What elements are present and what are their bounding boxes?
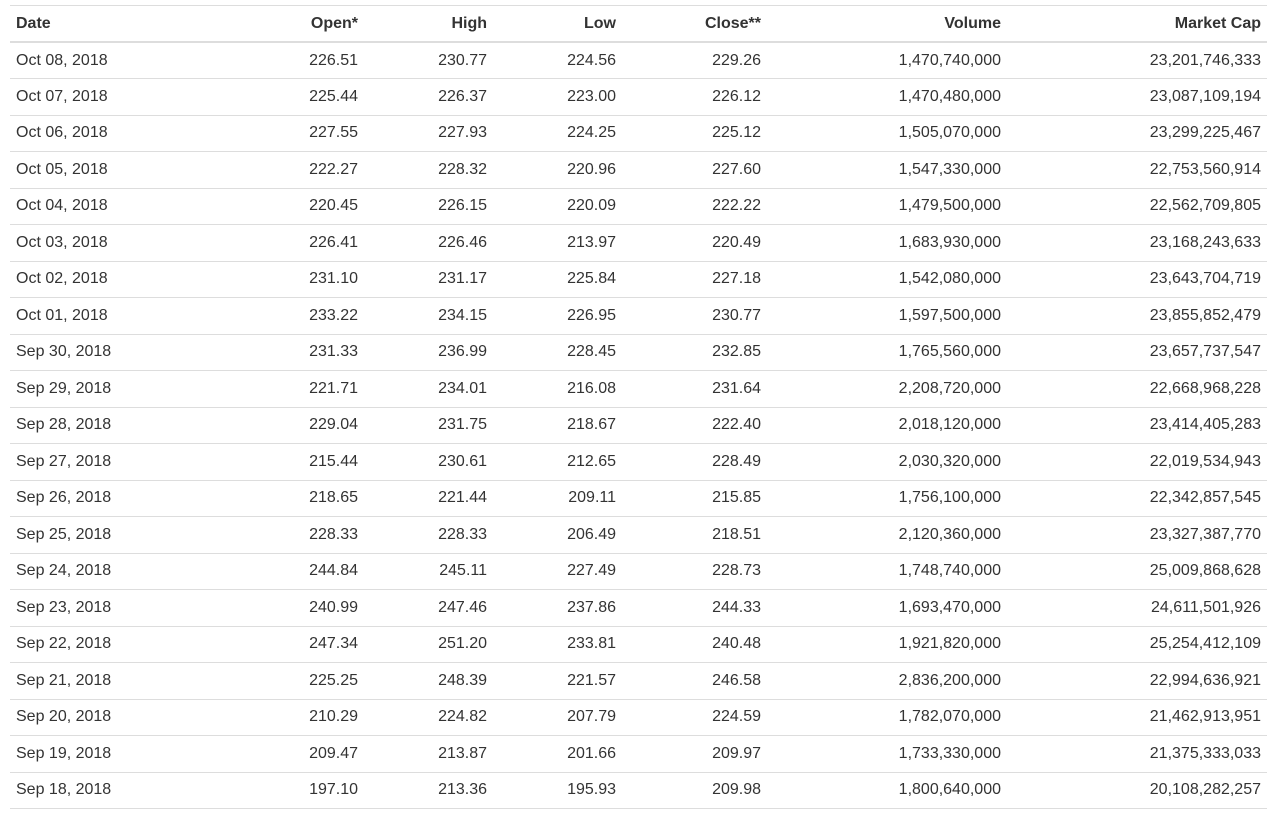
high-cell: 230.61 [364, 444, 493, 481]
close-cell: 224.59 [622, 699, 767, 736]
high-cell: 251.20 [364, 626, 493, 663]
volume-cell: 1,693,470,000 [767, 590, 1007, 627]
low-cell: 218.67 [493, 407, 622, 444]
open-cell: 227.55 [280, 115, 364, 152]
date-cell: Sep 28, 2018 [10, 407, 280, 444]
table-row [10, 225, 1267, 262]
volume-cell: 1,800,640,000 [767, 772, 1007, 809]
volume-cell: 2,120,360,000 [767, 517, 1007, 554]
volume-cell: 1,505,070,000 [767, 115, 1007, 152]
header-volume[interactable]: Volume [767, 6, 1007, 43]
low-cell: 220.96 [493, 152, 622, 189]
table-row [10, 261, 1267, 298]
high-cell: 224.82 [364, 699, 493, 736]
open-cell: 220.45 [280, 188, 364, 225]
table-row [10, 736, 1267, 773]
date-cell: Sep 26, 2018 [10, 480, 280, 517]
volume-cell: 2,836,200,000 [767, 663, 1007, 700]
open-cell: 233.22 [280, 298, 364, 335]
low-cell: 225.84 [493, 261, 622, 298]
market-cap-cell: 22,562,709,805 [1007, 188, 1267, 225]
high-cell: 231.17 [364, 261, 493, 298]
table-row [10, 42, 1267, 79]
date-cell: Sep 23, 2018 [10, 590, 280, 627]
table-row [10, 334, 1267, 371]
close-cell: 227.18 [622, 261, 767, 298]
market-cap-cell: 23,087,109,194 [1007, 79, 1267, 116]
open-cell: 197.10 [280, 772, 364, 809]
date-cell: Sep 20, 2018 [10, 699, 280, 736]
open-cell: 221.71 [280, 371, 364, 408]
close-cell: 230.77 [622, 298, 767, 335]
volume-cell: 1,547,330,000 [767, 152, 1007, 189]
market-cap-cell: 20,108,282,257 [1007, 772, 1267, 809]
close-cell: 231.64 [622, 371, 767, 408]
table-row [10, 772, 1267, 809]
high-cell: 247.46 [364, 590, 493, 627]
open-cell: 209.47 [280, 736, 364, 773]
table-row [10, 407, 1267, 444]
volume-cell: 1,683,930,000 [767, 225, 1007, 262]
volume-cell: 1,756,100,000 [767, 480, 1007, 517]
low-cell: 213.97 [493, 225, 622, 262]
high-cell: 234.15 [364, 298, 493, 335]
high-cell: 213.36 [364, 772, 493, 809]
open-cell: 244.84 [280, 553, 364, 590]
open-cell: 229.04 [280, 407, 364, 444]
historical-data-table-container [10, 5, 1267, 809]
date-cell: Oct 06, 2018 [10, 115, 280, 152]
volume-cell: 1,470,480,000 [767, 79, 1007, 116]
open-cell: 247.34 [280, 626, 364, 663]
low-cell: 237.86 [493, 590, 622, 627]
volume-cell: 1,542,080,000 [767, 261, 1007, 298]
close-cell: 218.51 [622, 517, 767, 554]
close-cell: 226.12 [622, 79, 767, 116]
table-row [10, 444, 1267, 481]
table-row [10, 188, 1267, 225]
table-body [10, 42, 1267, 809]
high-cell: 234.01 [364, 371, 493, 408]
header-high[interactable]: High [364, 6, 493, 43]
volume-cell: 1,597,500,000 [767, 298, 1007, 335]
high-cell: 227.93 [364, 115, 493, 152]
market-cap-cell: 25,009,868,628 [1007, 553, 1267, 590]
table-row [10, 371, 1267, 408]
market-cap-cell: 23,168,243,633 [1007, 225, 1267, 262]
date-cell: Sep 27, 2018 [10, 444, 280, 481]
table-row [10, 699, 1267, 736]
market-cap-cell: 21,375,333,033 [1007, 736, 1267, 773]
high-cell: 221.44 [364, 480, 493, 517]
header-market-cap[interactable]: Market Cap [1007, 6, 1267, 43]
low-cell: 201.66 [493, 736, 622, 773]
date-cell: Sep 21, 2018 [10, 663, 280, 700]
date-cell: Oct 07, 2018 [10, 79, 280, 116]
open-cell: 231.33 [280, 334, 364, 371]
volume-cell: 2,018,120,000 [767, 407, 1007, 444]
high-cell: 226.37 [364, 79, 493, 116]
table-row [10, 152, 1267, 189]
low-cell: 220.09 [493, 188, 622, 225]
close-cell: 222.40 [622, 407, 767, 444]
high-cell: 230.77 [364, 42, 493, 79]
table-row [10, 480, 1267, 517]
market-cap-cell: 23,327,387,770 [1007, 517, 1267, 554]
market-cap-cell: 23,299,225,467 [1007, 115, 1267, 152]
close-cell: 229.26 [622, 42, 767, 79]
low-cell: 216.08 [493, 371, 622, 408]
market-cap-cell: 23,855,852,479 [1007, 298, 1267, 335]
date-cell: Sep 30, 2018 [10, 334, 280, 371]
market-cap-cell: 23,657,737,547 [1007, 334, 1267, 371]
open-cell: 226.51 [280, 42, 364, 79]
table-row [10, 79, 1267, 116]
low-cell: 195.93 [493, 772, 622, 809]
volume-cell: 2,030,320,000 [767, 444, 1007, 481]
high-cell: 248.39 [364, 663, 493, 700]
date-cell: Oct 03, 2018 [10, 225, 280, 262]
date-cell: Sep 24, 2018 [10, 553, 280, 590]
close-cell: 240.48 [622, 626, 767, 663]
open-cell: 225.44 [280, 79, 364, 116]
open-cell: 210.29 [280, 699, 364, 736]
open-cell: 225.25 [280, 663, 364, 700]
date-cell: Oct 02, 2018 [10, 261, 280, 298]
low-cell: 221.57 [493, 663, 622, 700]
market-cap-cell: 22,019,534,943 [1007, 444, 1267, 481]
table-row [10, 590, 1267, 627]
high-cell: 226.46 [364, 225, 493, 262]
open-cell: 215.44 [280, 444, 364, 481]
volume-cell: 1,479,500,000 [767, 188, 1007, 225]
header-close[interactable]: Close** [622, 6, 767, 43]
market-cap-cell: 21,462,913,951 [1007, 699, 1267, 736]
close-cell: 215.85 [622, 480, 767, 517]
date-cell: Oct 01, 2018 [10, 298, 280, 335]
header-open[interactable]: Open* [280, 6, 364, 43]
close-cell: 220.49 [622, 225, 767, 262]
date-cell: Oct 05, 2018 [10, 152, 280, 189]
table-row [10, 553, 1267, 590]
date-cell: Sep 29, 2018 [10, 371, 280, 408]
historical-data-table [10, 5, 1267, 809]
close-cell: 228.49 [622, 444, 767, 481]
date-cell: Sep 19, 2018 [10, 736, 280, 773]
market-cap-cell: 22,994,636,921 [1007, 663, 1267, 700]
market-cap-cell: 22,753,560,914 [1007, 152, 1267, 189]
close-cell: 228.73 [622, 553, 767, 590]
header-date[interactable]: Date [10, 6, 280, 43]
volume-cell: 1,782,070,000 [767, 699, 1007, 736]
close-cell: 232.85 [622, 334, 767, 371]
open-cell: 222.27 [280, 152, 364, 189]
table-row [10, 626, 1267, 663]
close-cell: 222.22 [622, 188, 767, 225]
low-cell: 233.81 [493, 626, 622, 663]
close-cell: 225.12 [622, 115, 767, 152]
low-cell: 223.00 [493, 79, 622, 116]
date-cell: Oct 04, 2018 [10, 188, 280, 225]
close-cell: 209.97 [622, 736, 767, 773]
market-cap-cell: 22,668,968,228 [1007, 371, 1267, 408]
high-cell: 228.32 [364, 152, 493, 189]
open-cell: 240.99 [280, 590, 364, 627]
table-row [10, 298, 1267, 335]
table-row [10, 663, 1267, 700]
high-cell: 236.99 [364, 334, 493, 371]
close-cell: 244.33 [622, 590, 767, 627]
header-row [10, 6, 1267, 43]
low-cell: 228.45 [493, 334, 622, 371]
market-cap-cell: 23,643,704,719 [1007, 261, 1267, 298]
open-cell: 228.33 [280, 517, 364, 554]
volume-cell: 1,921,820,000 [767, 626, 1007, 663]
low-cell: 207.79 [493, 699, 622, 736]
high-cell: 231.75 [364, 407, 493, 444]
volume-cell: 2,208,720,000 [767, 371, 1007, 408]
volume-cell: 1,748,740,000 [767, 553, 1007, 590]
date-cell: Oct 08, 2018 [10, 42, 280, 79]
volume-cell: 1,733,330,000 [767, 736, 1007, 773]
high-cell: 245.11 [364, 553, 493, 590]
open-cell: 231.10 [280, 261, 364, 298]
close-cell: 246.58 [622, 663, 767, 700]
close-cell: 227.60 [622, 152, 767, 189]
low-cell: 224.56 [493, 42, 622, 79]
open-cell: 218.65 [280, 480, 364, 517]
header-low[interactable]: Low [493, 6, 622, 43]
low-cell: 227.49 [493, 553, 622, 590]
table-row [10, 115, 1267, 152]
high-cell: 228.33 [364, 517, 493, 554]
market-cap-cell: 23,414,405,283 [1007, 407, 1267, 444]
close-cell: 209.98 [622, 772, 767, 809]
table-header [10, 6, 1267, 43]
high-cell: 213.87 [364, 736, 493, 773]
low-cell: 212.65 [493, 444, 622, 481]
low-cell: 224.25 [493, 115, 622, 152]
date-cell: Sep 25, 2018 [10, 517, 280, 554]
volume-cell: 1,470,740,000 [767, 42, 1007, 79]
volume-cell: 1,765,560,000 [767, 334, 1007, 371]
date-cell: Sep 22, 2018 [10, 626, 280, 663]
open-cell: 226.41 [280, 225, 364, 262]
high-cell: 226.15 [364, 188, 493, 225]
table-row [10, 517, 1267, 554]
market-cap-cell: 24,611,501,926 [1007, 590, 1267, 627]
low-cell: 209.11 [493, 480, 622, 517]
market-cap-cell: 23,201,746,333 [1007, 42, 1267, 79]
date-cell: Sep 18, 2018 [10, 772, 280, 809]
low-cell: 226.95 [493, 298, 622, 335]
market-cap-cell: 22,342,857,545 [1007, 480, 1267, 517]
market-cap-cell: 25,254,412,109 [1007, 626, 1267, 663]
low-cell: 206.49 [493, 517, 622, 554]
